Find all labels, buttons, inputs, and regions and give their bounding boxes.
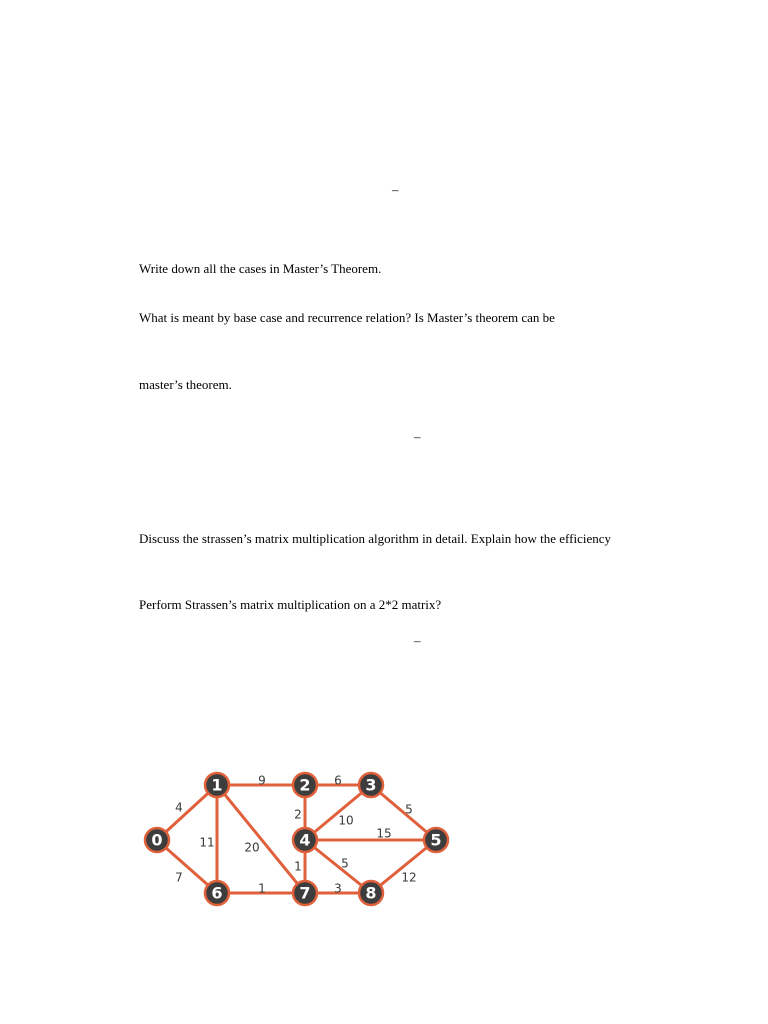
graph-node-5 [424, 828, 448, 852]
edge-weight-label-4-7: 1 [294, 859, 302, 874]
graph-node-label: 4 [299, 830, 311, 850]
graph-node-label: 1 [211, 775, 223, 795]
edge-weight-label-2-3: 6 [334, 773, 342, 788]
separator-dash: – [414, 633, 421, 648]
question-base-case-line2: master’s theorem. [139, 377, 232, 392]
edge-weight-label-5-8: 12 [401, 870, 417, 885]
edge-weight-label-3-5: 5 [405, 802, 413, 817]
question-base-case-line1: What is meant by base case and recurrence relation? Is Master’s theorem can be [139, 310, 555, 325]
graph-node-1 [205, 773, 229, 797]
edge-weight-label-1-6: 11 [199, 835, 215, 850]
graph-node-label: 0 [151, 830, 163, 850]
graph-node-3 [359, 773, 383, 797]
edge-weight-label-1-7: 20 [244, 840, 260, 855]
edge-weight-label-4-8: 5 [341, 856, 349, 871]
separator-dash: – [392, 182, 399, 197]
question-master-theorem-cases: Write down all the cases in Master’s Theorem. [139, 261, 382, 276]
graph-node-2 [293, 773, 317, 797]
edge-weight-label-0-6: 7 [175, 870, 183, 885]
graph-node-label: 6 [211, 883, 223, 903]
graph-node-4 [293, 828, 317, 852]
edge-weight-label-6-7: 1 [258, 881, 266, 896]
question-strassen-perform: Perform Strassen’s matrix multiplication on a 2*2 matrix? [139, 597, 442, 612]
edge-weight-label-0-1: 4 [175, 800, 183, 815]
edge-weight-label-4-5: 15 [376, 826, 392, 841]
graph-node-label: 7 [299, 883, 311, 903]
graph-node-label: 2 [299, 775, 311, 795]
graph-node-6 [205, 881, 229, 905]
graph-node-8 [359, 881, 383, 905]
graph-node-label: 8 [365, 883, 377, 903]
edge-weight-label-3-4: 10 [338, 813, 354, 828]
graph-node-7 [293, 881, 317, 905]
graph-node-0 [145, 828, 169, 852]
graph-node-label: 3 [365, 775, 377, 795]
graph-node-label: 5 [430, 830, 442, 850]
separator-dash: – [414, 429, 421, 444]
edge-weight-label-1-2: 9 [258, 773, 266, 788]
edge-weight-label-2-4: 2 [294, 807, 302, 822]
edge-weight-label-7-8: 3 [334, 881, 342, 896]
question-strassen-discuss: Discuss the strassen’s matrix multiplication algorithm in detail. Explain how the efficiency [139, 531, 611, 546]
